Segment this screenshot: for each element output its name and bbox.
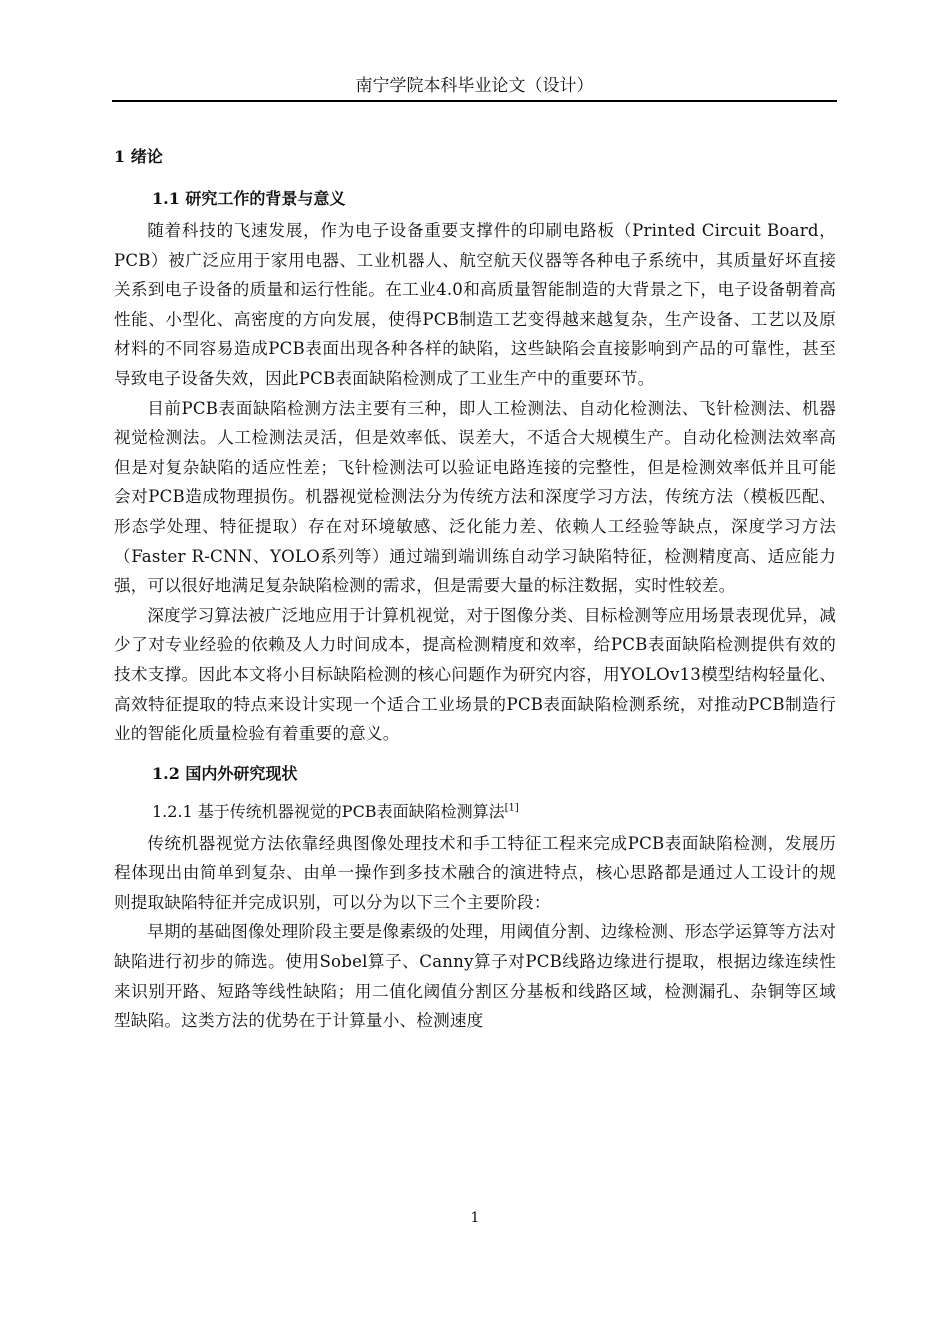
subsection-title-text: 1.2.1 基于传统机器视觉的PCB表面缺陷检测算法 [152,801,505,821]
citation-ref[interactable]: [1] [504,802,519,814]
paragraph: 早期的基础图像处理阶段主要是像素级的处理，用阈值分割、边缘检测、形态学运算等方法对缺陷进行初步的筛选。使用Sobel算子、Canny算子对PCB线路边缘进行提取，根据边缘连续性来识别开路、短路等线性缺陷；用二值化阈值分割区分基板和线路区域，检测漏孔、杂铜等区域型缺陷。这类方法的优势在于计算量小、检测速度 [114,922,836,1031]
paragraph: 深度学习算法被广泛地应用于计算机视觉，对于图像分类、目标检测等应用场景表现优异，减少了对专业经验的依赖及人力时间成本，提高检测精度和效率，给PCB表面缺陷检测提供有效的技术支撑。因此本文将小目标缺陷检测的核心问题作为研究内容，用YOLOv13模型结构轻量化、高效特征提取的特点来设计实现一个适合工业场景的PCB表面缺陷检测系统，对推动PCB制造行业的智能化质量检验有着重要的意义。 [114,605,836,744]
chapter-title: 1 绪论 [114,147,163,166]
running-header: 南宁学院本科毕业论文（设计） [355,76,594,96]
section-title-1-2: 1.2 国内外研究现状 [152,763,298,783]
header-rule [112,100,837,102]
section-title-1-1: 1.1 研究工作的背景与意义 [152,189,346,208]
page-number: 1 [470,1210,480,1226]
subsection-title-1-2-1 [152,795,836,829]
body-content [114,136,836,1036]
paragraph: 传统机器视觉方法依靠经典图像处理技术和手工特征工程来完成PCB表面缺陷检测，发展历程体现出由简单到复杂、由单一操作到多技术融合的演进特点，核心思路都是通过人工设计的规则提取缺陷特征并完成识别，可以分为以下三个主要阶段： [114,833,836,912]
paragraph: 随着科技的飞速发展，作为电子设备重要支撑件的印刷电路板（Printed Circuit Board，PCB）被广泛应用于家用电器、工业机器人、航空航天仪器等各种电子系统中，其质量好坏直接关系到电子设备的质量和运行性能。在工业4.0和高质量智能制造的大背景之下，电子设备朝着高性能、小型化、高密度的方向发展，使得PCB制造工艺变得越来越复杂，生产设备、工艺以及原材料的不同容易造成PCB表面出现各种各样的缺陷，这些缺陷会直接影响到产品的可靠性，甚至导致电子设备失效，因此PCB表面缺陷检测成了工业生产中的重要环节。 [114,221,836,388]
paragraph: 目前PCB表面缺陷检测方法主要有三种，即人工检测法、自动化检测法、飞针检测法、机器视觉检测法。人工检测法灵活，但是效率低、误差大，不适合大规模生产。自动化检测法效率高但是对复杂缺陷的适应性差；飞针检测法可以验证电路连接的完整性，但是检测效率低并且可能会对PCB造成物理损伤。机器视觉检测法分为传统方法和深度学习方法，传统方法（模板匹配、形态学处理、特征提取）存在对环境敏感、泛化能力差、依赖人工经验等缺点，深度学习方法（Faster R-CNN、YOLO系列等）通过端到端训练自动学习缺陷特征，检测精度高、适应能力强，可以很好地满足复杂缺陷检测的需求，但是需要大量的标注数据，实时性较差。 [114,398,836,596]
